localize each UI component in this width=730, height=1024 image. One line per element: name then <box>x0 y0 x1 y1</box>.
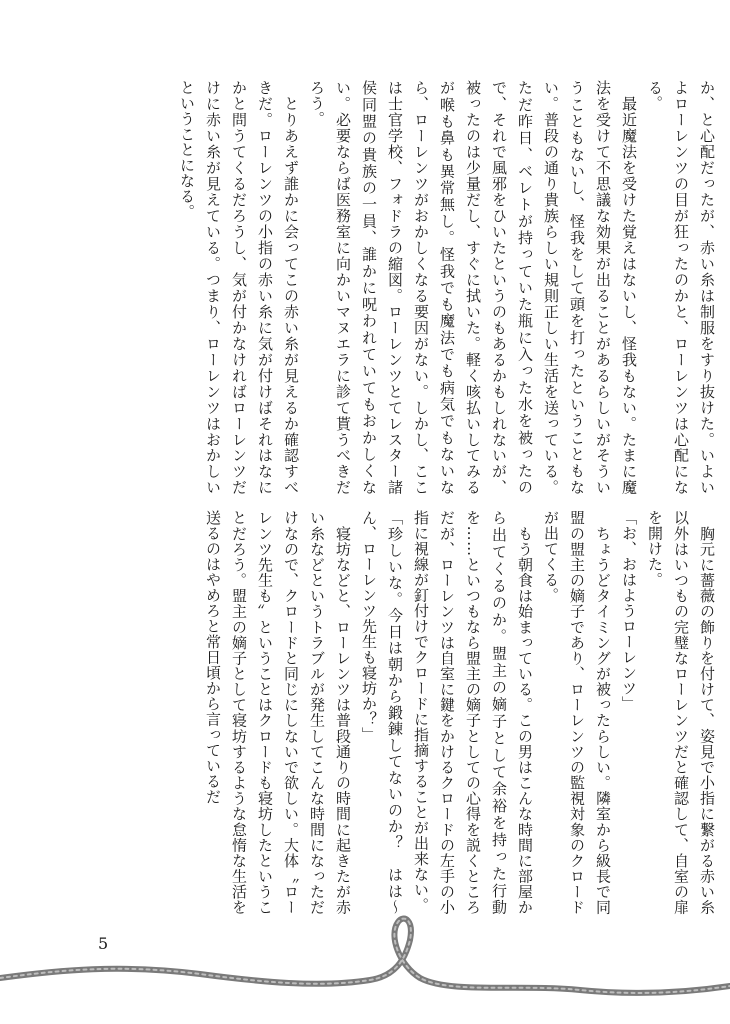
page-number: 5 <box>98 934 109 953</box>
text-block-lower <box>85 510 720 915</box>
paragraph: ちょうどタイミングが被ったらしい。隣室から級長で同盟の盟主の嫡子であり、ローレンツの監視対象のクロードが出てくる。 <box>542 510 612 915</box>
text-block-upper <box>85 80 720 495</box>
dialogue-line: 「お、おはようローレンツ」 <box>620 510 638 712</box>
red-thread-decoration <box>0 900 730 1024</box>
paragraph: とりあえず誰かに会ってこの赤い糸が見えるか確認すべきだ。ローレンツの小指の赤い糸に気が付けばそれはなにかと問うてくるだろうし、気が付かなければローレンツだけに赤い糸が見えている。つまり、ローレンツはおかしいということになる。 <box>178 80 300 495</box>
paragraph: 最近魔法を受けた覚えはないし、怪我もない。たまに魔法を受けて不思議な効果が出ることがあるらしいがそういうこともないし、怪我をして頭を打ったということもない。普段の通り貴族らしい規則正しい生活を送っている。ただ昨日、ベレトが持っていた瓶に入った水を被ったので、それで風邪をひいたというのもあるかもしれないが、被ったのは少量だし、すぐに拭いた。軽く咳払いしてみるが喉も鼻も異常無し。怪我でも魔法でも病気でもないなら、ローレンツがおかしくなる要因がない。しかし、ここは士官学校、フォドラの縮図。ローレンツとてレスター諸侯同盟の貴族の一員、誰かに呪われていてもおかしくない。必要ならば医務室に向かいマヌエラに診て貰うべきだろう。 <box>308 80 638 495</box>
paragraph: 寝坊などと、ローレンツは普段通りの時間に起きたが赤い糸などというトラブルが発生してこんな時間になっただけなので、クロードと同じにしないで欲しい。大体〝ローレンツ先生も〟ということはクロードも寝坊したということだろう。盟主の嫡子として寝坊するような怠惰な生活を送るのはやめろと常日頃から言っているだ <box>204 510 352 915</box>
paragraph: もう朝食は始まっている。この男はこんな時間に部屋から出てくるのか。盟主の嫡子として余裕を持った行動を……といつもなら盟主の嫡子としての心得を説くところだが、ローレンツは自室に鍵をかけるクロードの左手の小指に視線が釘付けでクロードに指摘することが出来ない。 <box>412 510 534 915</box>
paragraph: 胸元に薔薇の飾りを付けて、姿見で小指に繋がる赤い糸以外はいつもの完璧なローレンツだと確認して、自室の扉を開けた。 <box>646 510 716 915</box>
paragraph: か、と心配だったが、赤い糸は制服をすり抜けた。いよいよローレンツの目が狂ったのかと、ローレンツは心配になる。 <box>646 80 716 495</box>
thread-line <box>0 919 730 993</box>
dialogue-line: 「珍しいな。今日は朝から鍛錬してないのか？ はは〜ん、ローレンツ先生も寝坊か？」 <box>360 510 404 915</box>
